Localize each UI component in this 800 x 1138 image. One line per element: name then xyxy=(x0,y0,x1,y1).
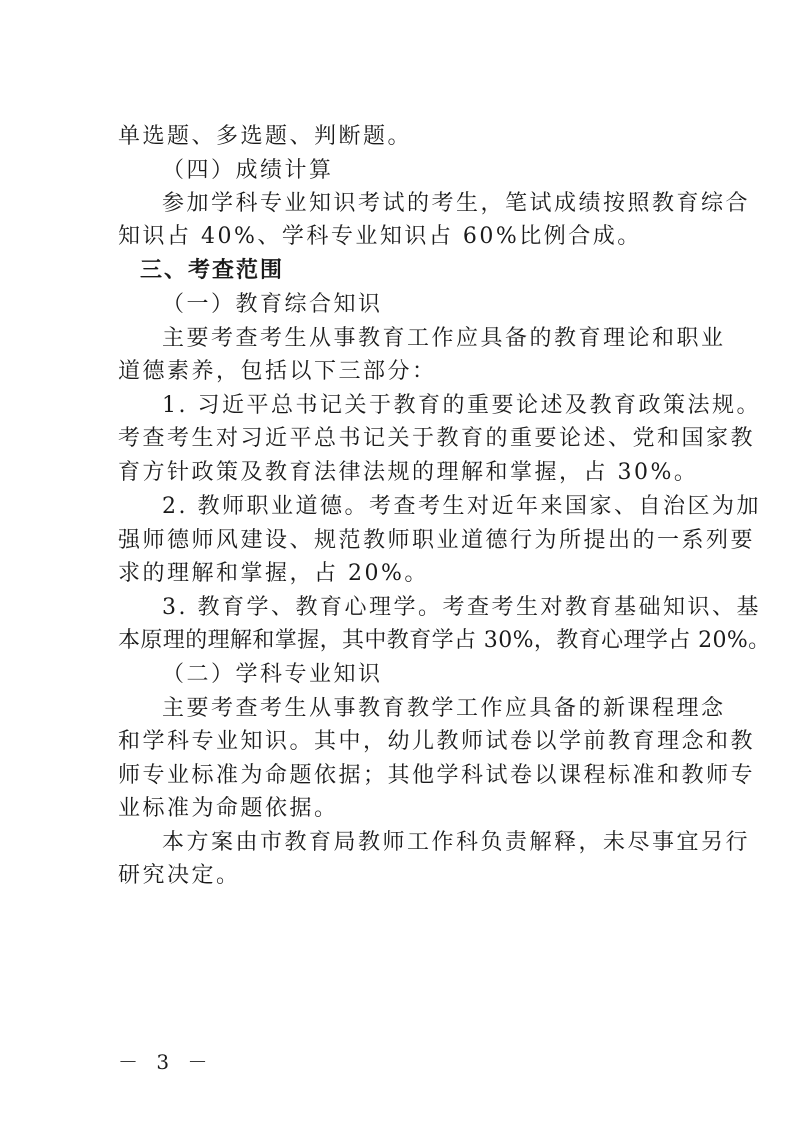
paragraph-line: 业标准为命题依据。 xyxy=(118,796,339,821)
text-line: 单选题、多选题、判断题。 xyxy=(118,124,413,149)
paragraph-line: 3. 教育学、教育心理学。考查考生对教育基础知识、基 xyxy=(162,595,761,620)
paragraph-line: 本方案由市教育局教师工作科负责解释，未尽事宜另行 xyxy=(162,830,751,855)
section-heading: 三、考查范围 xyxy=(140,258,285,283)
paragraph-line: 强师德师风建设、规范教师职业道德行为所提出的一系列要 xyxy=(118,528,756,553)
page-number: － 3 － xyxy=(118,1050,214,1074)
paragraph-line: 研究决定。 xyxy=(118,863,241,888)
paragraph-line: 育方针政策及教育法律法规的理解和掌握，占 30%。 xyxy=(118,460,699,485)
paragraph-line: 参加学科专业知识考试的考生，笔试成绩按照教育综合 xyxy=(162,191,751,216)
paragraph-line: 主要考查考生从事教育工作应具备的教育理论和职业 xyxy=(162,326,726,351)
paragraph-line: 求的理解和掌握，占 20%。 xyxy=(118,561,429,586)
paragraph-line: 本原理的理解和掌握，其中教育学占 30%，教育心理学占 20%。 xyxy=(118,628,771,653)
subsection-heading: （二）学科专业知识 xyxy=(162,662,383,687)
paragraph-line: 2. 教师职业道德。考查考生对近年来国家、自治区为加 xyxy=(162,494,761,519)
subsection-heading: （四）成绩计算 xyxy=(162,158,334,183)
paragraph-line: 和学科专业知识。其中，幼儿教师试卷以学前教育理念和教 xyxy=(118,729,756,754)
paragraph-line: 师专业标准为命题依据；其他学科试卷以课程标准和教师专 xyxy=(118,763,756,788)
paragraph-line: 主要考查考生从事教育教学工作应具备的新课程理念 xyxy=(162,696,726,721)
paragraph-line: 1. 习近平总书记关于教育的重要论述及教育政策法规。 xyxy=(162,393,761,418)
subsection-heading: （一）教育综合知识 xyxy=(162,292,383,317)
paragraph-line: 道德素养，包括以下三部分： xyxy=(118,359,437,384)
paragraph-line: 考查考生对习近平总书记关于教育的重要论述、党和国家教 xyxy=(118,426,756,451)
paragraph-line: 知识占 40%、学科专业知识占 60%比例合成。 xyxy=(118,224,642,249)
